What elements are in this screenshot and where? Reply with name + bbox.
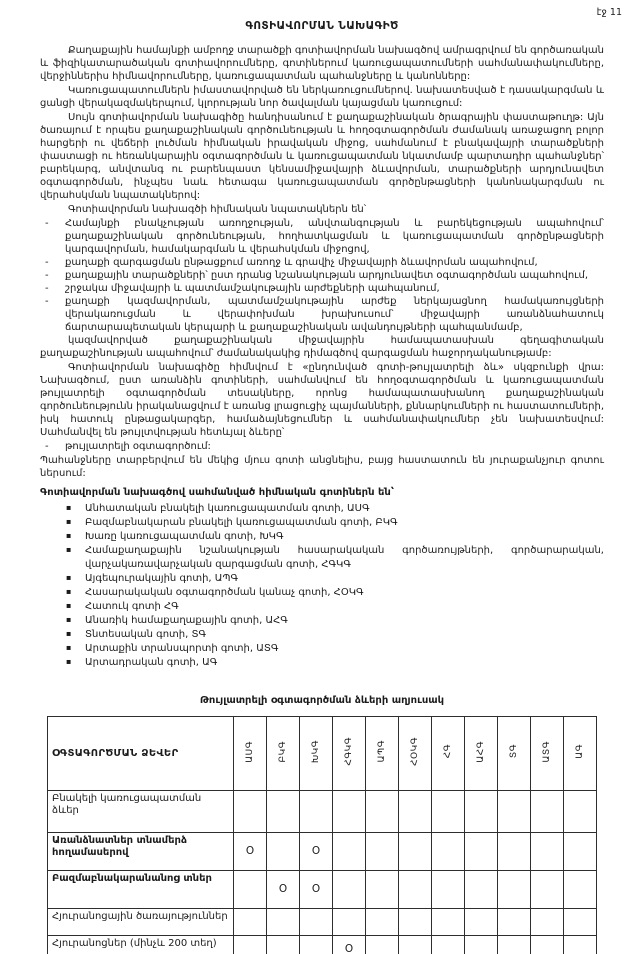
paragraph: Գոտիավորման նախագծի հիմնական նպատակներն են՝ [68, 204, 367, 215]
permission-cell [465, 871, 498, 909]
zone-item [40, 642, 604, 656]
permission-cell [465, 791, 498, 833]
zone-column-header [465, 717, 498, 791]
zones-list [40, 502, 604, 670]
zone-label: Անհատական բնակելի կառուցապատման գոտի, ԱՍԳ [85, 503, 370, 514]
permission-cell [465, 936, 498, 954]
closing-paragraph: Պահանջները տարբերվում են մեկից մյուս գոտի անցնելիս, բայց հաստատուն են յուրաքանչյուր գոտու ներսում: [40, 455, 604, 479]
zone-column-header [399, 717, 432, 791]
paragraph: Սույն գոտիավորման նախագիծը հանդիսանում է քաղաքաշինական ծրագրային փաստաթուղթ: Այն ծառայում է որպես քաղաքաշինական գործունեության և հողօգտագործման ժամանակ առաջացող բոլոր հարցերի ու վեճերի լուծման հիմնական իրավական միջոց, սահմանում է բնակավայրի տարածքների փաստացի ու հեռանկարային օգտագործման և կառուցապատման նկատմամբ պարտադիր պահանջներ՝ բարեկարգ, անվտանգ ու բարենպաստ կենսամիջավայրի ձևավորման, տարածքների արդյունավետ օգտագործման, ինչպես նաև հետագա կառուցապատման գործընթացների կանոնակարգման ու վերահսկման նպատակներով: [40, 112, 604, 201]
zones-heading: Գոտիավորման նախագծով սահմանված հիմնական գոտիներն են՝ [40, 487, 394, 498]
zone-column-header [267, 717, 300, 791]
permission-cell [234, 791, 267, 833]
zone-item [40, 530, 604, 544]
square-bullet-icon: ▪ [66, 545, 72, 554]
zone-column-label: ՏԳ [508, 744, 519, 759]
permission-cell [432, 833, 465, 871]
paragraph: Քաղաքային համայնքի ամբողջ տարածքի գոտիավորման նախագծով ամրագրվում են գործառական և ֆիզիկատարածական գոտիավորումները, գոտիներում կառուցապատումների սահմանափակումները, վերջիններիս հիմնավորումները, կառուցապատման պահանջները և կանոնները: [40, 45, 604, 82]
zone-column-header [234, 717, 267, 791]
zone-item [40, 656, 604, 670]
permission-cell [333, 791, 366, 833]
goal-item-text: քաղաքի կազմավորման, պատմամշակութային արժեք ներկայացնող համակառույցների վերակառուցման և վերափոխման խրախուսում՝ միջավայրի առանձնահատուկ ճարտարապետական կերպարի և քաղաքաշինական ավանդույթների պահպանմամբ, [65, 296, 604, 333]
zone-label: Այգեպուրակային գոտի, ԱՊԳ [85, 573, 238, 584]
permitted-uses-table [47, 716, 597, 954]
permission-cell [531, 791, 564, 833]
permission-cell: Օ [300, 833, 333, 871]
zone-column-header [333, 717, 366, 791]
permission-cell [531, 936, 564, 954]
permission-cell [465, 833, 498, 871]
permission-cell [333, 833, 366, 871]
permission-cell: Օ [300, 871, 333, 909]
zone-item [40, 516, 604, 530]
permission-cell [333, 871, 366, 909]
zone-item [40, 544, 604, 572]
permission-cell [234, 871, 267, 909]
permitted-form-item-text: թույլատրելի օգտագործում: [65, 441, 211, 452]
use-type-cell: Առանձնատներ տնամերձ հողամասերով [48, 833, 234, 871]
zone-item [40, 600, 604, 614]
zone-column-label: ՀԳ [442, 744, 453, 759]
goal-item [40, 295, 604, 334]
permission-cell [498, 791, 531, 833]
permission-cell [564, 936, 597, 954]
zone-label: Տնտեսական գոտի, ՏԳ [85, 629, 207, 640]
zone-item [40, 614, 604, 628]
table-head [48, 717, 597, 791]
permission-cell [300, 791, 333, 833]
table-caption: Թույլատրելի օգտագործման ձևերի աղյուսակ [199, 695, 445, 706]
table-header-row [48, 717, 597, 791]
square-bullet-icon: ▪ [66, 587, 72, 596]
zone-column-label: ԱԳ [574, 744, 585, 759]
zone-label: Հասարակական օգտագործման կանաչ գոտի, ՀՕԿԳ [85, 587, 364, 598]
square-bullet-icon: ▪ [66, 503, 72, 512]
paragraph: Գոտիավորման նախագիծը հիմնվում է «ընդունված գոտի-թույլատրելի ձև» սկզբունքի վրա: Նախագծում, ըստ առանձին գոտիների, սահմանվում են հողօգտագործման և կառուցապատման թույլատրելի օգտագործման տեսակները, որոնց համապատասխանող քաղաքաշինական գործունեությունն իրականացվում է առանց լրացուցիչ պայմանների, քննարկումների ու հաստատումների, իսկ հատուկ ընթացակարգեր, համաձայնեցումներ և սահմանափակումներ չեն նախատեսվում: Սահմանվել են թույլտվության հետևյալ ձևերը՝ [40, 362, 604, 438]
permission-cell [300, 909, 333, 936]
dash-marker: - [45, 257, 49, 268]
paragraph: Կառուցապատումներն իմաստավորված են ներկառուցումներով. նախատեսված է դասակարգման և ցանցի վերակազմակերպում, կլորության նոր ծավալման կայացման կառուցում: [40, 85, 604, 109]
table-row [48, 909, 597, 936]
zone-column-label: ԱՏԳ [541, 740, 552, 763]
square-bullet-icon: ▪ [66, 601, 72, 610]
zone-column-label: ԲԿԳ [277, 740, 288, 763]
zone-label: Հատուկ գոտի ՀԳ [85, 601, 179, 612]
permission-cell [267, 791, 300, 833]
permission-cell [531, 871, 564, 909]
permission-cell [432, 871, 465, 909]
square-bullet-icon: ▪ [66, 517, 72, 526]
table-row [48, 871, 597, 909]
dash-marker: - [45, 296, 49, 307]
goals-list [40, 217, 604, 334]
permission-cell [432, 909, 465, 936]
use-type-cell: Բազմաբնակարանանոց տներ [48, 871, 234, 909]
zone-column-label: ՀՕԿԳ [409, 737, 420, 766]
goal-item-text: քաղաքային տարածքների՝ ըստ դրանց նշանակության արդյունավետ օգտագործման ապահովում, [65, 270, 589, 281]
table-row [48, 936, 597, 954]
permission-cell [564, 833, 597, 871]
permitted-forms-list [40, 440, 604, 453]
zone-label: Բազմաբնակարան բնակելի կառուցապատման գոտի, ԲԿԳ [85, 517, 398, 528]
permission-cell [498, 936, 531, 954]
permission-cell [498, 833, 531, 871]
mid-paragraphs [40, 334, 604, 439]
permission-cell [267, 833, 300, 871]
dash-marker: - [45, 441, 49, 452]
goal-item-text: Համայնքի բնակչության առողջության, անվտանգության և բարեկեցության ապահովում՝ քաղաքաշինական գործունեության, հողհատկացման և կառուցապատման գործընթացների կարգավորման, համակարգման և վերահսկման միջոցով, [65, 218, 604, 255]
square-bullet-icon: ▪ [66, 531, 72, 540]
zone-label: Արտաքին տրանսպորտի գոտի, ԱՏԳ [85, 643, 279, 654]
permission-cell: Օ [333, 936, 366, 954]
table-body [48, 791, 597, 954]
permission-cell [267, 936, 300, 954]
permission-cell [366, 871, 399, 909]
zone-column-label: ԱՊԳ [376, 740, 387, 763]
permission-cell [531, 909, 564, 936]
square-bullet-icon: ▪ [66, 657, 72, 666]
permission-cell [399, 791, 432, 833]
zone-item [40, 628, 604, 642]
permission-cell [399, 833, 432, 871]
table-row [48, 791, 597, 833]
permission-cell: Օ [267, 871, 300, 909]
use-type-cell: Հյուրանոցային ծառայություններ [48, 909, 234, 936]
permission-cell [465, 909, 498, 936]
square-bullet-icon: ▪ [66, 643, 72, 652]
zone-item [40, 572, 604, 586]
goal-item [40, 217, 604, 256]
zone-column-header [498, 717, 531, 791]
use-type-cell: Բնակելի կառուցապատման ձևեր [48, 791, 234, 833]
table-row [48, 833, 597, 871]
permission-cell [366, 791, 399, 833]
zone-column-header [432, 717, 465, 791]
zone-column-header [300, 717, 333, 791]
zone-label: Խառը կառուցապատման գոտի, ԽԿԳ [85, 531, 284, 542]
zone-item [40, 502, 604, 516]
permission-cell [564, 909, 597, 936]
page-number: էջ 11 [596, 7, 622, 18]
zone-label: Անառիկ համաքաղաքային գոտի, ԱՀԳ [85, 615, 288, 626]
zone-column-label: ԽԿԳ [310, 739, 321, 764]
permission-cell [366, 936, 399, 954]
zone-item [40, 586, 604, 600]
permission-cell [432, 936, 465, 954]
permission-cell [564, 871, 597, 909]
square-bullet-icon: ▪ [66, 629, 72, 638]
permission-cell [531, 833, 564, 871]
zone-column-header [564, 717, 597, 791]
permission-cell [498, 871, 531, 909]
page-title: ԳՈՏԻԱՎՈՐՄԱՆ ՆԱԽԱԳԻԾ [245, 20, 399, 32]
permission-cell [267, 909, 300, 936]
square-bullet-icon: ▪ [66, 573, 72, 582]
zone-column-header [366, 717, 399, 791]
zone-column-header [531, 717, 564, 791]
goal-item-text: շրջակա միջավայրի և պատմամշակութային արժեքների պահպանում, [65, 283, 440, 294]
dash-marker: - [45, 270, 49, 281]
paragraph: կազմավորված քաղաքաշինական միջավայրին համապատասխան գեղագիտական քաղաքաշինության ապահովում՝ ժամանակակից դիմագծով զարգացման հաջորդականությամբ: [40, 335, 604, 359]
zone-column-label: ԱՍԳ [244, 740, 255, 763]
permission-cell [234, 936, 267, 954]
goal-item [40, 282, 604, 295]
zone-column-label: ԱՀԳ [475, 740, 486, 763]
permission-cell [366, 909, 399, 936]
dash-marker: - [45, 283, 49, 294]
permission-cell: Օ [234, 833, 267, 871]
use-type-cell: Հյուրանոցներ (մինչև 200 տեղ) [48, 936, 234, 954]
permission-cell [432, 791, 465, 833]
permission-cell [300, 936, 333, 954]
goal-item-text: քաղաքի զարգացման ընթացքում առողջ և գրավիչ միջավայրի ձևավորման ապահովում, [65, 257, 538, 268]
dash-marker: - [45, 218, 49, 229]
square-bullet-icon: ▪ [66, 615, 72, 624]
intro-paragraphs [40, 44, 604, 216]
zone-label: Համաքաղաքային նշանակության հասարակական գործառույթների, գործարարական, վարչակառավարչական զարգացման գոտի, ՀԳԿԳ [85, 545, 604, 570]
permission-cell [333, 909, 366, 936]
permission-cell [234, 909, 267, 936]
goal-item [40, 256, 604, 269]
permission-cell [399, 936, 432, 954]
permission-cell [564, 791, 597, 833]
table-corner-header: ՕԳՏԱԳՈՐԾՄԱՆ ՁԵՎԵՐ [48, 717, 234, 791]
zone-column-label: ՀԳԿԳ [343, 737, 354, 766]
zone-label: Արտադրական գոտի, ԱԳ [85, 657, 218, 668]
permission-cell [366, 833, 399, 871]
permitted-form-item [40, 440, 604, 453]
permission-cell [399, 871, 432, 909]
permission-cell [498, 909, 531, 936]
permission-cell [399, 909, 432, 936]
goal-item [40, 269, 604, 282]
